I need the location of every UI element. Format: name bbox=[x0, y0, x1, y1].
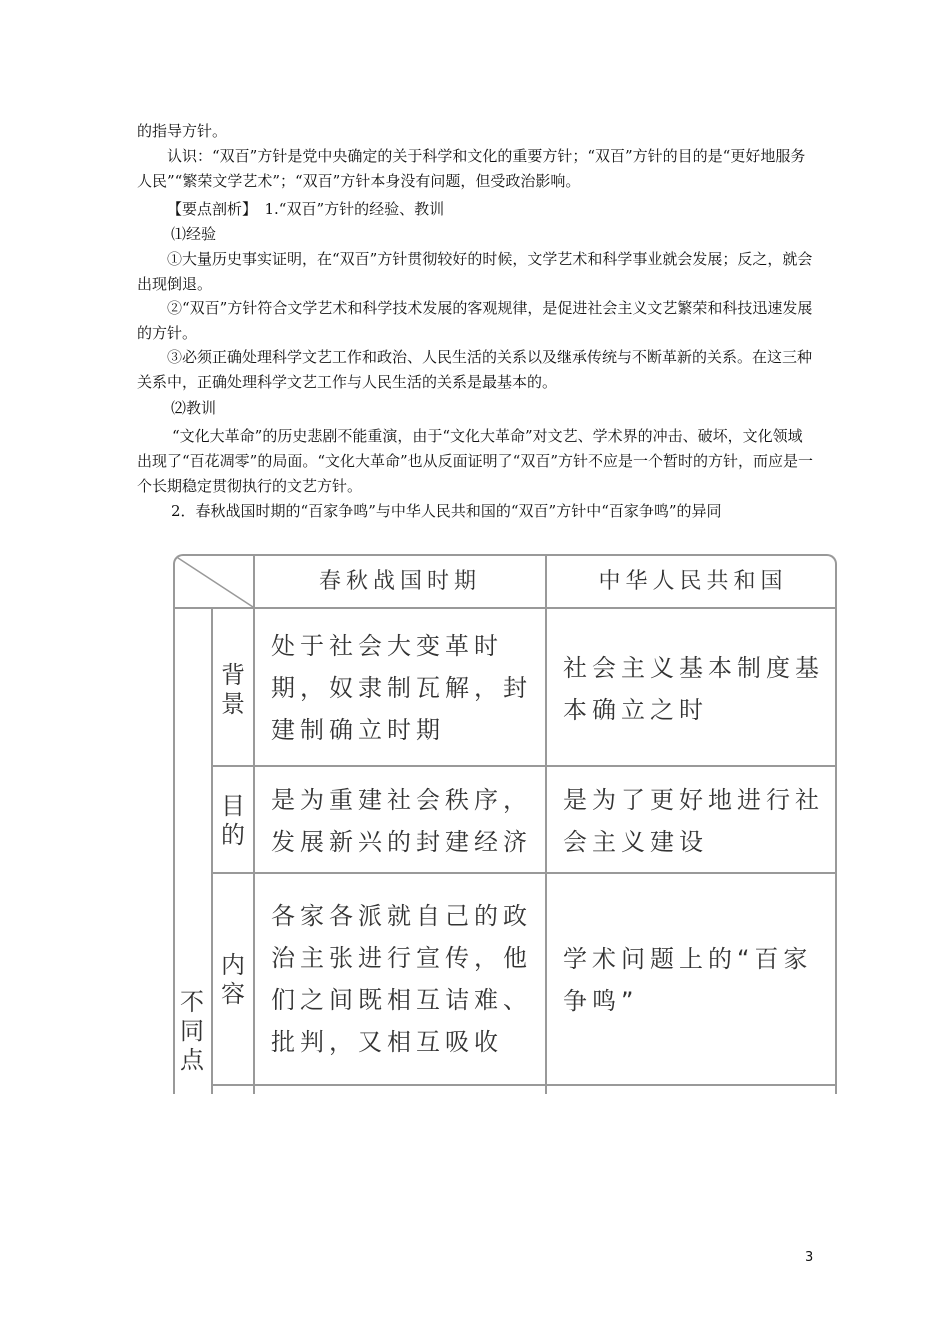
group-divider bbox=[211, 607, 213, 1094]
diagonal-header-line bbox=[175, 556, 255, 608]
paragraph-experience-3: ③必须正确处理科学文艺工作和政治、人民生活的关系以及继承传统与不断革新的关系。在这三种关系中，正确处理科学文艺工作与人民生活的关系是最基本的。 bbox=[137, 348, 813, 391]
comparison-table bbox=[173, 554, 837, 1094]
paragraph-experience-1: ①大量历史事实证明，在“双百”方针贯彻较好的时候，文学艺术和科学事业就会发展；反之，就会出现倒退。 bbox=[137, 250, 813, 293]
col-header-spring-autumn: 春秋战国时期 bbox=[318, 569, 481, 594]
row-label-background: 背景 bbox=[221, 661, 245, 718]
paragraph-lesson: “文化大革命”的历史悲剧不能重演，由于“文化大革命”对文艺、学术界的冲击、破坏，文化领域出现了“百花凋零”的局面。“文化大革命”也从反面证明了“双百”方针不应是一个暂时的方针，而应是一个长期稳定贯彻执行的文艺方针。 bbox=[137, 427, 814, 495]
section-heading-comparison: 2．春秋战国时期的“百家争鸣”与中华人民共和国的“双百”方针中“百家争鸣”的异同 bbox=[171, 502, 722, 520]
col-divider-2 bbox=[545, 556, 547, 1094]
cell-content-prc: 学术问题上的“百家争鸣” bbox=[563, 945, 813, 1015]
row-divider-1 bbox=[213, 765, 837, 767]
cell-purpose-spring-autumn: 是为重建社会秩序，发展新兴的封建经济 bbox=[271, 786, 532, 856]
row-divider-3 bbox=[213, 1084, 837, 1086]
section-heading-analysis: 【要点剖析】 1.“双百”方针的经验、教训 bbox=[167, 200, 445, 218]
cell-purpose-prc: 是为了更好地进行社会主义建设 bbox=[563, 786, 824, 856]
paragraph-intro-tail: 的指导方针。 bbox=[137, 122, 228, 140]
page-number: 3 bbox=[805, 1250, 814, 1265]
paragraph-understanding: 认识：“双百”方针是党中央确定的关于科学和文化的重要方针；“双百”方针的目的是“更好地服务人民”“繁荣文学艺术”；“双百”方针本身没有问题，但受政治影响。 bbox=[137, 147, 806, 190]
row-label-content: 内容 bbox=[221, 951, 245, 1008]
cell-content-spring-autumn: 各家各派就自己的政治主张进行宣传，他们之间既相互诘难、批判，又相互吸收 bbox=[271, 902, 532, 1056]
paragraph-experience-2: ②“双百”方针符合文学艺术和科学技术发展的客观规律，是促进社会主义文艺繁荣和科技迅速发展的方针。 bbox=[137, 299, 813, 342]
row-label-purpose: 目的 bbox=[221, 792, 245, 849]
group-label-differences: 不同点 bbox=[180, 988, 204, 1074]
col-header-prc: 中华人民共和国 bbox=[598, 569, 788, 594]
col-divider-1 bbox=[253, 556, 255, 1094]
subheading-experience: ⑴经验 bbox=[171, 225, 217, 243]
row-divider-2 bbox=[213, 872, 837, 874]
cell-background-prc: 社会主义基本制度基本确立之时 bbox=[563, 654, 824, 724]
cell-background-spring-autumn: 处于社会大变革时期，奴隶制瓦解，封建制确立时期 bbox=[271, 632, 532, 744]
subheading-lesson: ⑵教训 bbox=[171, 399, 217, 417]
